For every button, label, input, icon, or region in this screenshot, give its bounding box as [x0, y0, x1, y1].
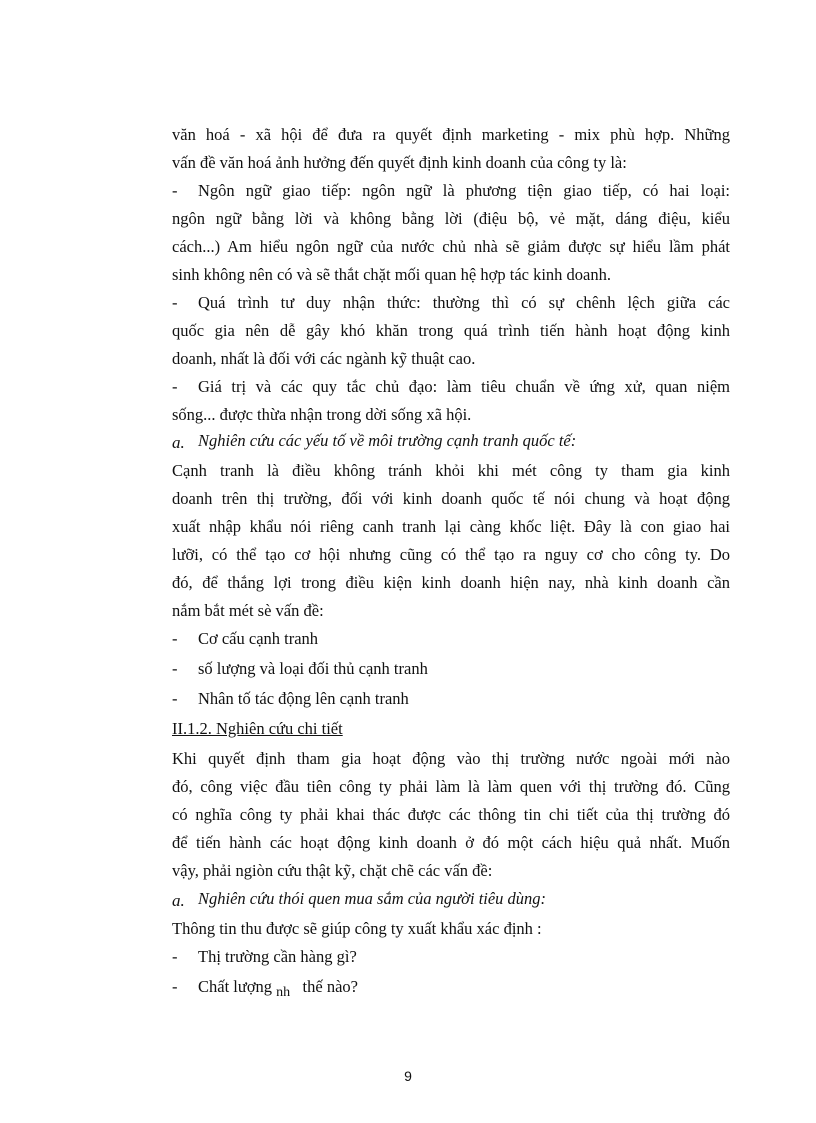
paragraph-line: nắm bắt mét sè vấn đề: [172, 601, 324, 620]
bullet-dash: - [172, 293, 178, 312]
subheading-letter: a. [172, 433, 185, 452]
paragraph-line: lưỡi, có thể tạo cơ hội nhưng cũng có thể tạo ra nguy cơ cho công ty. Do [172, 545, 730, 564]
paragraph-line: ngôn ngữ bằng lời và không bằng lời (điệu bộ, vẻ mặt, dáng điệu, kiểu [172, 209, 730, 228]
bullet-text: Thị trường cần hàng gì? [198, 947, 357, 966]
bullet-text: số lượng và loại đối thủ cạnh tranh [198, 659, 428, 678]
subheading: Nghiên cứu thói quen mua sắm của người tiêu dùng: [198, 889, 547, 908]
paragraph-line: Cạnh tranh là điều không tránh khỏi khi mét công ty tham gia kinh [172, 461, 730, 480]
paragraph-line: Khi quyết định tham gia hoạt động vào thị trường nước ngoài mới nào [172, 749, 730, 768]
page-number: 9 [404, 1068, 412, 1084]
bullet-text-subscript: nh [276, 985, 291, 1000]
paragraph-line: doanh trên thị trường, đối với kinh doanh quốc tế nói chung và hoạt động [172, 489, 730, 508]
subheading-letter: a. [172, 891, 185, 910]
bullet-text: Nhân tố tác động lên cạnh tranh [198, 689, 409, 708]
paragraph-line: vậy, phải ngiòn cứu thật kỹ, chặt chẽ các vấn đề: [172, 861, 493, 880]
bullet-text [198, 976, 358, 1000]
bullet-dash: - [172, 659, 178, 678]
section-heading: II.1.2. Nghiên cứu chi tiết [172, 719, 343, 738]
paragraph-line: văn hoá - xã hội để đưa ra quyết định marketing - mix phù hợp. Những [172, 125, 730, 144]
bullet-dash: - [172, 947, 178, 966]
bullet-text: Giá trị và các quy tắc chủ đạo: làm tiêu chuẩn về ứng xử, quan niệm [198, 377, 730, 396]
bullet-dash: - [172, 377, 178, 396]
bullet-dash: - [172, 689, 178, 708]
paragraph-line: để tiến hành các hoạt động kinh doanh ở đó một cách hiệu quả nhất. Muốn [172, 833, 730, 852]
paragraph-line: Thông tin thu được sẽ giúp công ty xuất khẩu xác định : [172, 919, 542, 938]
bullet-text: Quá trình tư duy nhận thức: thường thì có sự chênh lệch giữa các [198, 293, 730, 312]
bullet-text-part: Chất lượng [198, 977, 277, 996]
paragraph-line: đó, công việc đầu tiên công ty phải làm là làm quen với thị trường đó. Cũng [172, 777, 730, 796]
bullet-text: Ngôn ngữ giao tiếp: ngôn ngữ là phương tiện giao tiếp, có hai loại: [198, 181, 730, 200]
paragraph-line: sống... được thừa nhận trong dời sống xã hội. [172, 405, 472, 424]
bullet-dash: - [172, 181, 178, 200]
paragraph-line: vấn đề văn hoá ảnh hưởng đến quyết định kinh doanh của công ty là: [172, 153, 627, 172]
bullet-text: Cơ cấu cạnh tranh [198, 629, 319, 648]
paragraph-line: doanh, nhất là đối với các ngành kỹ thuật cao. [172, 349, 476, 368]
subheading: Nghiên cứu các yếu tố về môi trường cạnh tranh quốc tế: [198, 431, 577, 450]
paragraph-line: có nghĩa công ty phải khai thác được các thông tin chi tiết của thị trường đó [172, 805, 730, 824]
bullet-dash: - [172, 977, 178, 996]
paragraph-line: đó, để thắng lợi trong điều kiện kinh doanh hiện nay, nhà kinh doanh cần [172, 573, 730, 592]
paragraph-line: quốc gia nên dễ gây khó khăn trong quá trình tiến hành hoạt động kinh [172, 321, 730, 340]
paragraph-line: xuất nhập khẩu nói riêng canh tranh lại càng khốc liệt. Đây là con giao hai [172, 517, 730, 536]
bullet-text-part: thế nào? [290, 977, 358, 996]
paragraph-line: cách...) Am hiểu ngôn ngữ của nước chủ nhà sẽ giảm được sự hiểu lầm phát [172, 237, 730, 256]
bullet-dash: - [172, 629, 178, 648]
paragraph-line: sinh không nên có và sẽ thắt chặt mối quan hệ hợp tác kinh doanh. [172, 265, 611, 284]
